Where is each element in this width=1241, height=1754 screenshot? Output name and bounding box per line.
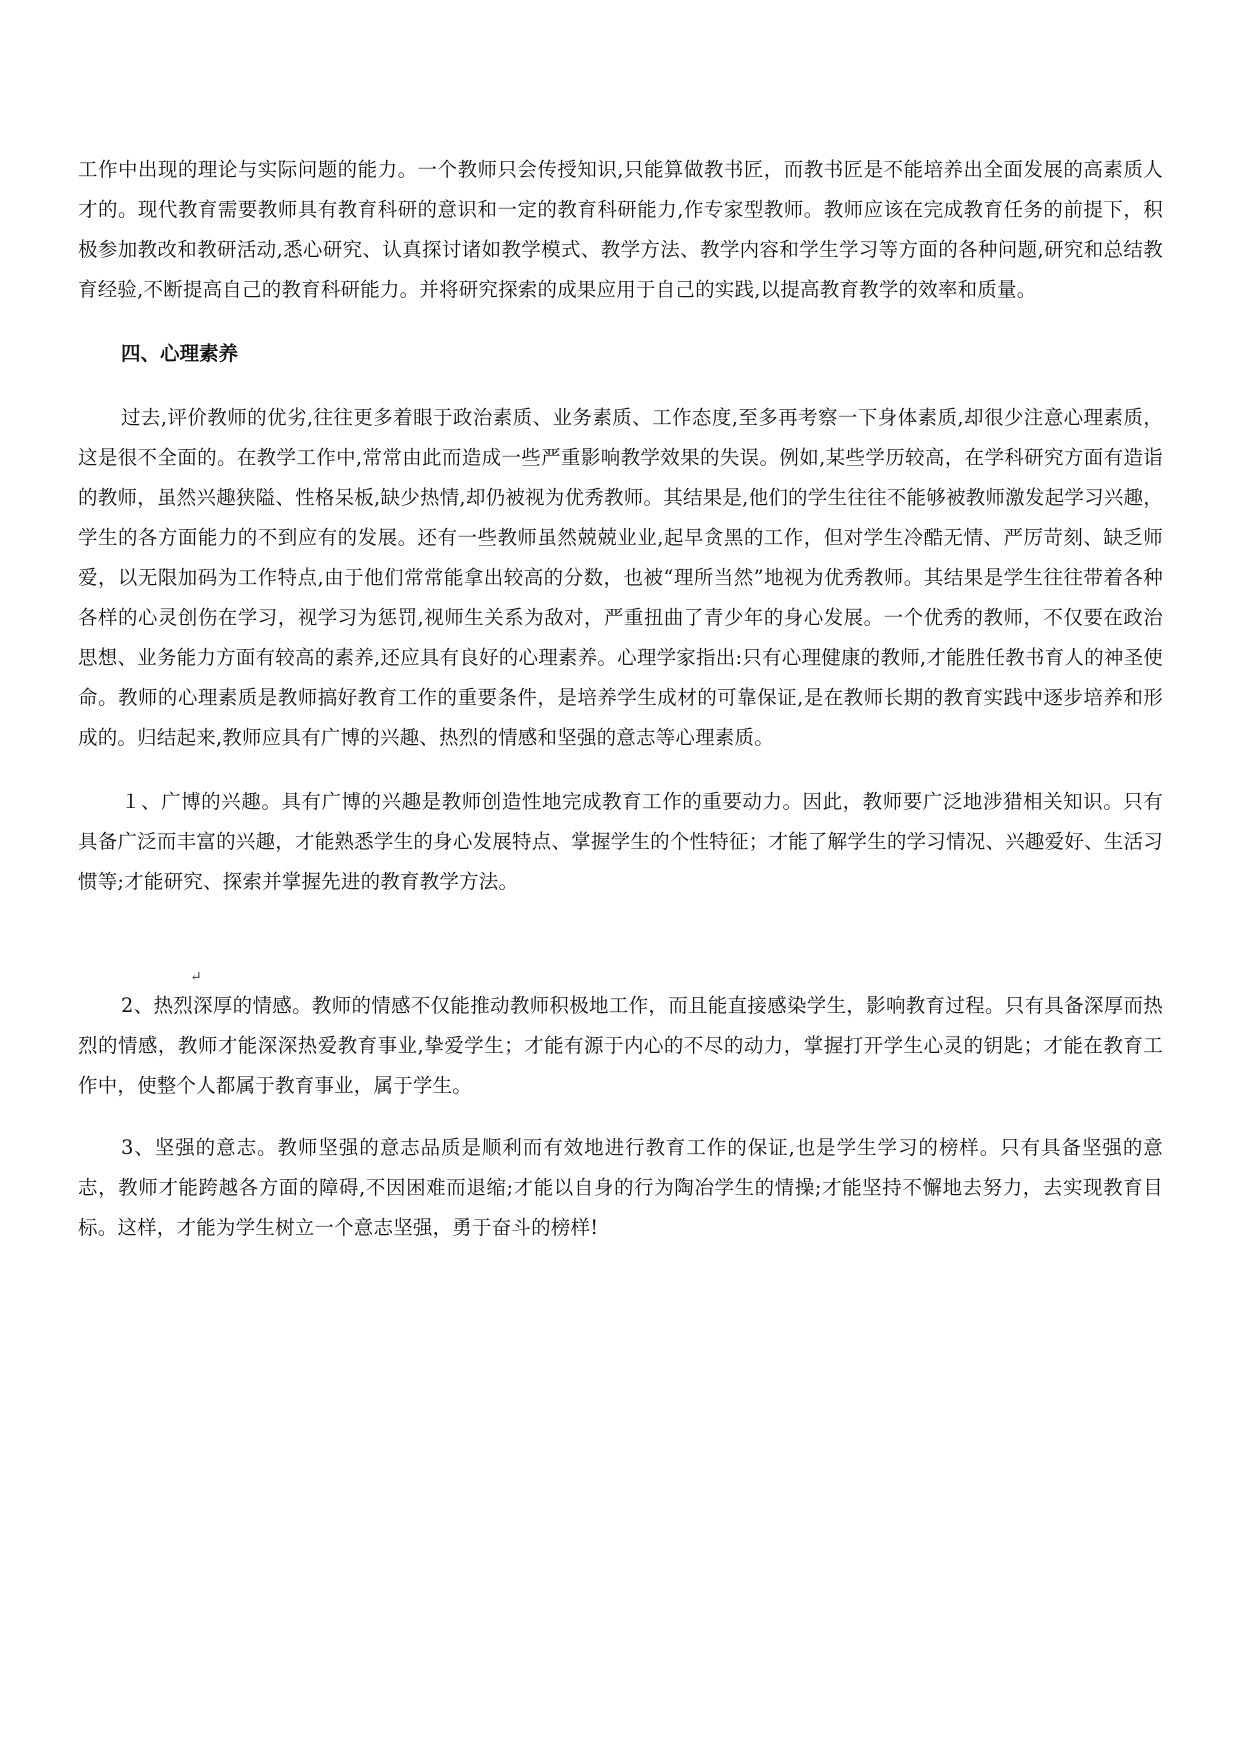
list-item-will: 3、坚强的意志。教师坚强的意志品质是顺利而有效地进行教育工作的保证,也是学生学习的榜样。只有具备坚强的意志，教师才能跨越各方面的障碍,不因困难而退缩;才能以自身的行为陶冶学生的情操;才能坚持不懈地去努力，去实现教育目标。这样，才能为学生树立一个意志坚强，勇于奋斗的榜样! [78,1136,1163,1239]
spacer [78,310,1163,334]
spacer [78,902,1163,968]
paragraph-mark-icon: ↵ [190,969,202,985]
document-page [78,150,1163,1248]
list-item-interest: １、广博的兴趣。具有广博的兴趣是教师创造性地完成教育工作的重要动力。因此，教师要广泛地涉猎相关知识。只有具备广泛而丰富的兴趣，才能熟悉学生的身心发展特点、掌握学生的个性特征；才能了解学生的学习情况、兴趣爱好、生活习惯等;才能研究、探索并掌握先进的教育教学方法。 [78,790,1163,893]
list-item-emotion: 2、热烈深厚的情感。教师的情感不仅能推动教师积极地工作，而且能直接感染学生，影响教育过程。只有具备深厚而热烈的情感，教师才能深深热爱教育事业,挚爱学生；才能有源于内心的不尽的动力，掌握打开学生心灵的钥匙；才能在教育工作中，使整个人都属于教育事业，属于学生。 [78,994,1163,1097]
section-heading: 四、心理素养 [121,342,239,365]
spacer [78,1106,1163,1128]
spacer [78,758,1163,782]
spacer [78,374,1163,398]
paragraph-psychology: 过去,评价教师的优劣,往往更多着眼于政治素质、业务素质、工作态度,至多再考察一下身体素质,却很少注意心理素质，这是很不全面的。在教学工作中,常常由此而造成一些严重影响教学效果的失误。例如,某些学历较高，在学科研究方面有造诣的教师，虽然兴趣狭隘、性格呆板,缺少热情,却仍被视为优秀教师。其结果是,他们的学生往往不能够被教师激发起学习兴趣，学生的各方面能力的不到应有的发展。还有一些教师虽然兢兢业业,起早贪黑的工作，但对学生冷酷无情、严厉苛刻、缺乏师爱，以无限加码为工作特点,由于他们常常能拿出较高的分数，也被“理所当然”地视为优秀教师。其结果是学生往往带着各种各样的心灵创伤在学习，视学习为惩罚,视师生关系为敌对，严重扭曲了青少年的身心发展。一个优秀的教师，不仅要在政治思想、业务能力方面有较高的素养,还应具有良好的心理素养。心理学家指出:只有心理健康的教师,才能胜任教书育人的神圣使命。教师的心理素质是教师搞好教育工作的重要条件，是培养学生成材的可靠保证,是在教师长期的教育实践中逐步培养和形成的。归结起来,教师应具有广博的兴趣、热烈的情感和坚强的意志等心理素质。 [78,406,1163,749]
paragraph-intro: 工作中出现的理论与实际问题的能力。一个教师只会传授知识,只能算做教书匠，而教书匠是不能培养出全面发展的高素质人才的。现代教育需要教师具有教育科研的意识和一定的教育科研能力,作专家型教师。教师应该在完成教育任务的前提下，积极参加教改和教研活动,悉心研究、认真探讨诸如教学模式、教学方法、教学内容和学生学习等方面的各种问题,研究和总结教育经验,不断提高自己的教育科研能力。并将研究探索的成果应用于自己的实践,以提高教育教学的效率和质量。 [78,158,1163,301]
